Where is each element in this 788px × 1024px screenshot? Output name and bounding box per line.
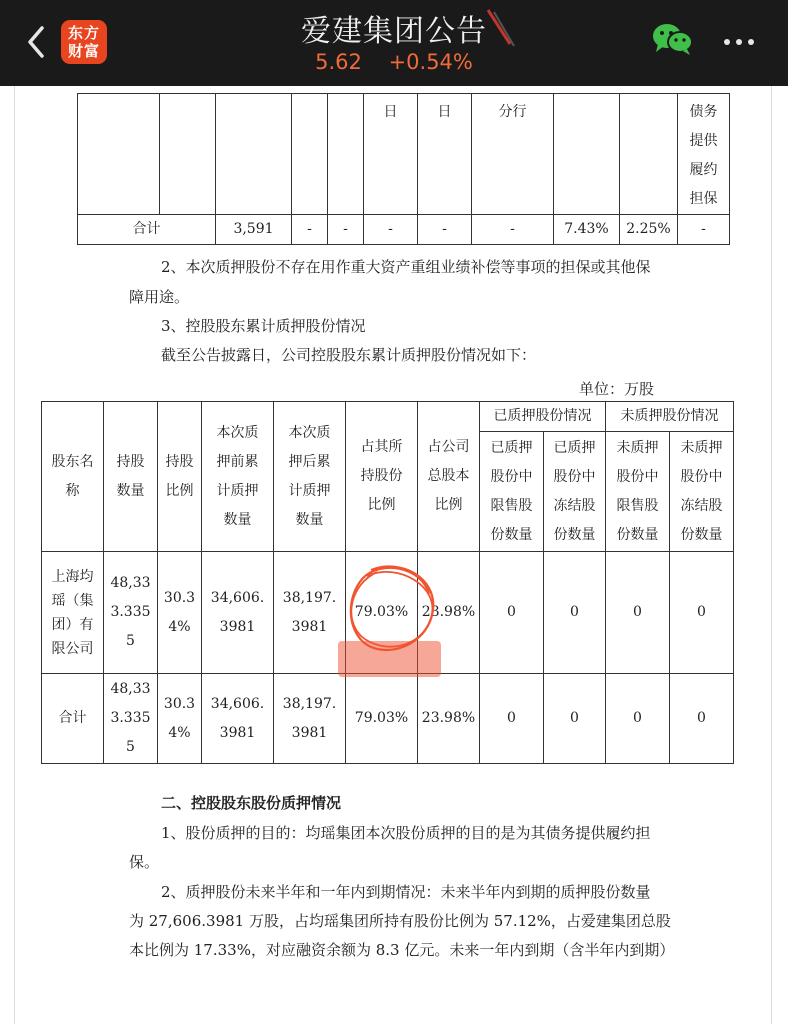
paragraph: 2、本次质押股份不存在用作重大资产重组业绩补偿等事项的担保或其他保 [161,258,651,276]
cell-pct-held: 79.03% [346,674,418,764]
stock-change: +0.54% [388,50,473,74]
table-cell: 日 [418,94,472,215]
stock-price: 5.62 [315,50,362,74]
cell-name: 上海均瑶（集团）有限公司 [51,568,94,657]
cell-value: 0 [670,552,734,674]
cell-holdings: 48,333.3355 [110,575,151,649]
section-heading: 二、控股股东股份质押情况 [161,794,342,812]
document-page[interactable] [14,86,772,1024]
paragraph: 3、控股股东累计质押股份情况 [161,317,366,335]
cell-value: 0 [480,552,544,674]
cell-value: 0 [544,674,606,764]
unit-label: 单位：万股 [579,380,655,398]
pen-annotation-icon [484,8,518,48]
cell-value: 0 [480,674,544,764]
paragraph: 保。 [129,853,160,871]
table-cell: - [364,215,418,245]
header-unpledged-group: 未质押股份情况 [606,402,734,432]
cell-name: 合计 [42,674,104,764]
table-cell: - [678,215,730,245]
app-header [0,0,788,86]
paragraph: 障用途。 [129,288,190,306]
cell-after: 38,197.3981 [282,695,337,741]
table-cell: - [472,215,554,245]
header-pledged-restricted: 已质押股份中限售股份数量 [490,439,533,543]
paragraph: 截至公告披露日，公司控股股东累计质押股份情况如下： [161,346,537,364]
header-pct-held: 占其所持股份比例 [360,439,403,513]
header-after: 本次质押后累计质押数量 [288,424,331,528]
table-row-total [78,215,730,245]
table-cell: 债务提供履约担保 [689,104,718,207]
header-ratio: 持股比例 [165,453,194,499]
header-pledged-group: 已质押股份情况 [480,402,606,432]
logo-text-line1: 东方 [67,24,100,42]
table-cell: 2.25% [620,215,678,245]
table-cell: 7.43% [554,215,620,245]
header-pct-total: 占公司总股本比例 [427,439,470,513]
pledge-detail-table [77,93,730,245]
header-before: 本次质押前累计质押数量 [216,424,259,528]
cell-before: 34,606.3981 [210,695,265,741]
table-header-row [42,402,734,432]
cell-before: 34,606.3981 [210,589,265,635]
page-title: 爱建集团公告 [301,14,487,49]
paragraph: 2、质押股份未来半年和一年内到期情况：未来半年内到期的质押股份数量 [161,883,651,901]
wechat-share-icon[interactable] [652,22,694,56]
header-pledged-frozen: 已质押股份中冻结股份数量 [553,439,596,543]
cell-value: 0 [544,552,606,674]
header-unpledged-frozen: 未质押股份中冻结股份数量 [680,439,723,543]
cell-value: 0 [670,674,734,764]
cell-ratio: 30.34% [163,695,196,741]
header-shareholder: 股东名称 [51,453,94,499]
header-holdings: 持股数量 [116,453,145,499]
paragraph: 为 27,606.3981 万股，占均瑶集团所持有股份比例为 57.12%，占爱建集团总股 [129,912,671,930]
cell-holdings: 48,333.3355 [110,681,151,755]
table-cell: 合计 [78,215,216,245]
table-cell: 分行 [472,94,554,215]
header-unpledged-restricted: 未质押股份中限售股份数量 [616,439,659,543]
cell-value: 0 [606,674,670,764]
cell-pct-total: 23.98% [418,674,480,764]
circle-annotation [341,558,445,662]
table-cell: - [418,215,472,245]
cell-pct-held: 79.03% [346,552,418,674]
cell-ratio: 30.34% [163,589,196,635]
cell-value: 0 [606,552,670,674]
more-options-icon[interactable] [722,30,756,54]
cell-pct-total: 23.98% [418,552,480,674]
table-cell: 日 [364,94,418,215]
table-cell: 3,591 [216,215,292,245]
table-row [78,94,730,215]
table-row-total [42,674,734,764]
paragraph: 本比例为 17.33%，对应融资余额为 8.3 亿元。未来一年内到期（含半年内到期） [129,941,675,959]
paragraph: 1、股份质押的目的：均瑶集团本次股份质押的目的是为其债务提供履约担 [161,824,651,842]
table-cell: - [328,215,364,245]
table-cell: - [292,215,328,245]
cell-after: 38,197.3981 [282,589,337,635]
logo-text-line2: 财富 [67,42,100,60]
